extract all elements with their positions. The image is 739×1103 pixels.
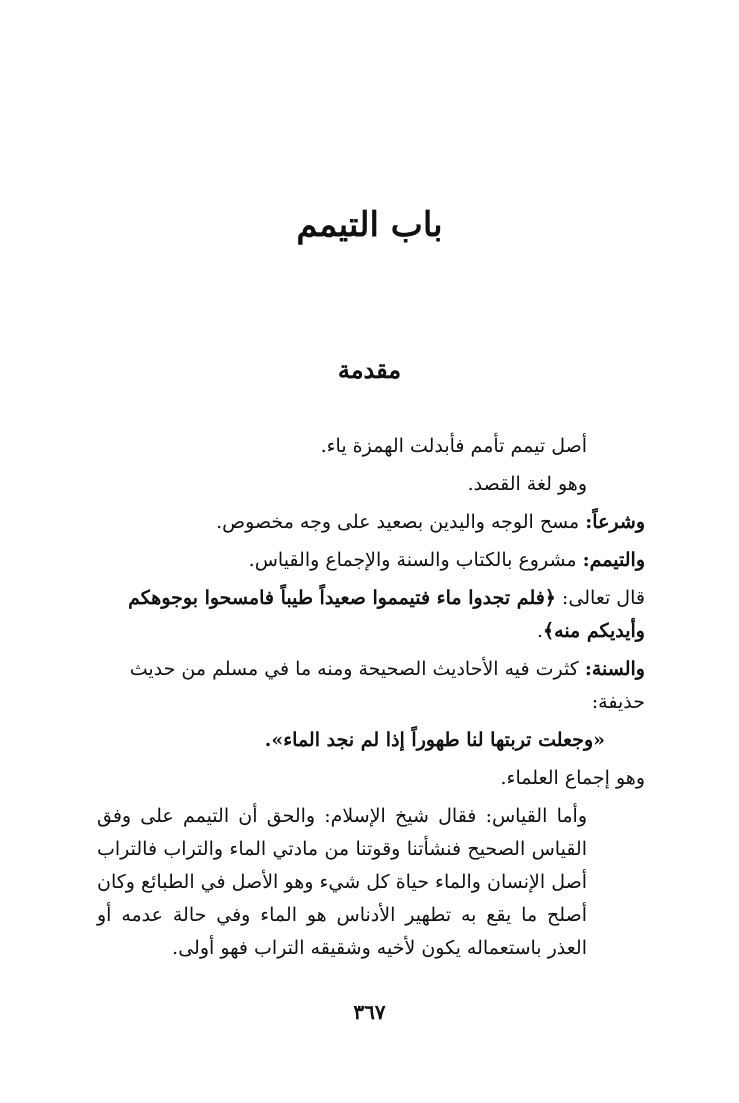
sunnah-label: والسنة: [584,658,645,680]
paragraph-origin: أصل تيمم تأمم فأبدلت الهمزة ياء. [320,435,587,457]
chapter-title: باب التيمم [296,205,443,245]
paragraph-legal-definition [97,506,645,539]
sunnah-text: كثرت فيه الأحاديث الصحيحة ومنه ما في مسلم من حديث حذيفة: [129,658,645,713]
quran-period: . [536,620,543,642]
definition-text: مسح الوجه واليدين بصعيد على وجه مخصوص. [216,511,580,533]
legitimacy-text: مشروع بالكتاب والسنة والإجماع والقياس. [248,549,577,571]
page-number: ٣٦٧ [353,1000,386,1024]
paragraph-legitimacy [97,544,645,577]
legitimacy-label: والتيمم: [582,549,645,571]
paragraph-linguistic: وهو لغة القصد. [467,473,587,495]
quran-verse: ﴿فلم تجدوا ماء فتيمموا صعيداً طيباً فامسحوا بوجوهكم وأيديكم منه﴾ [128,587,645,642]
paragraph-sunnah [97,653,645,719]
definition-label: وشرعاً: [585,511,645,533]
paragraph-quran [97,582,645,648]
hadith-quote: «وجعلت تربتها لنا طهوراً إذا لم نجد الماء». [264,729,605,751]
section-title: مقدمة [337,355,402,384]
hadith-line [97,724,645,757]
paragraph-analogy: وأما القياس: فقال شيخ الإسلام: والحق أن التيمم على وفق القياس الصحيح فنشأتنا وقوتنا من مادتي الماء والتراب فالتراب أصل الإنسان والماء حياة كل شيء وهو الأصل في الطبائع وكان أصلح ما يقع به تطهير الأدناس هو الماء وفي حالة عدمه أو العذر باستعماله يكون لأخيه وشقيقه التراب فهو أولى. [97,805,587,959]
paragraph-consensus: وهو إجماع العلماء. [500,767,645,789]
page-body [97,430,645,970]
quran-label: قال تعالى: [562,587,645,609]
